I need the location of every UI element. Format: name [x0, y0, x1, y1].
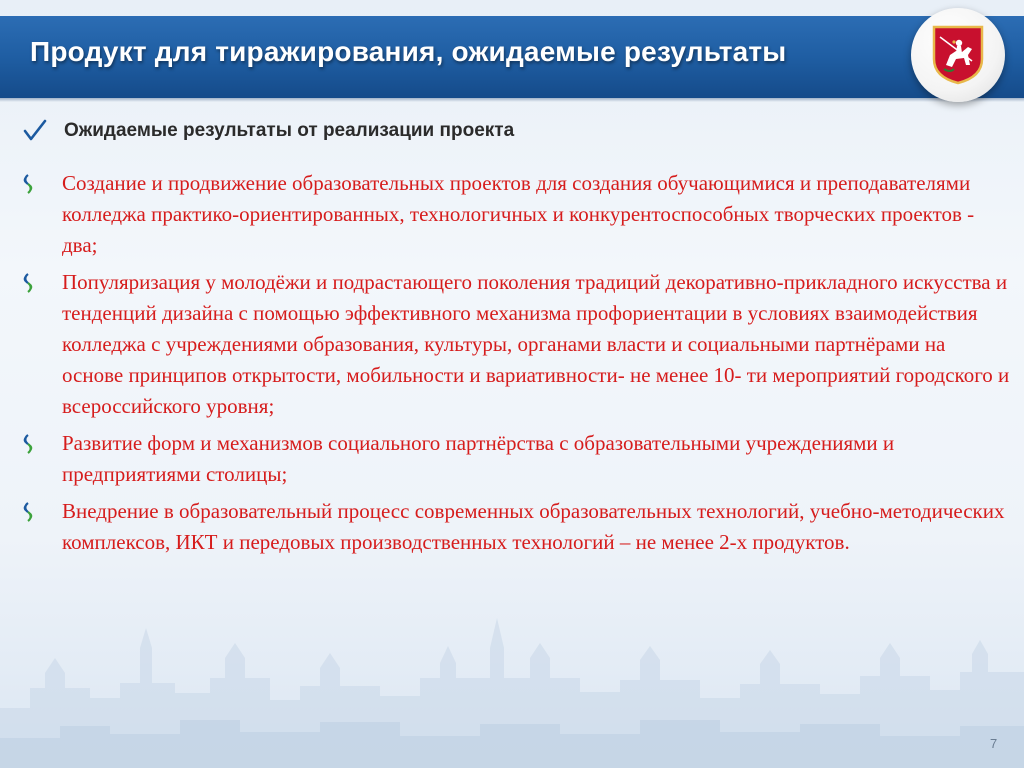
leaf-bullet-icon — [20, 434, 36, 454]
slide-title: Продукт для тиражирования, ожидаемые результаты — [30, 36, 787, 67]
list-item-text: Популяризация у молодёжи и подрастающего поколения традиций декоративно-прикладного искусства и тенденций дизайна с помощью эффективного механизма профориентации в условиях взаимодействия колледжа с учреждениями образования, культуры, органами власти и социальными партнёрами на основе принципов открытости, мобильности и вариативности- не менее 10- ти мероприятий городского и всероссийского уровня; — [62, 270, 1010, 418]
list-item-text: Создание и продвижение образовательных проектов для создания обучающимися и преподавателями колледжа практико-ориентированных, технологичных и конкурентоспособных творческих проектов - два; — [62, 171, 975, 257]
page-number: 7 — [990, 736, 998, 751]
list-item — [20, 428, 1010, 490]
list-item — [20, 496, 1010, 558]
leaf-bullet-icon — [20, 273, 36, 293]
list-item — [20, 267, 1010, 422]
emblem-badge — [911, 8, 1005, 102]
subheading: Ожидаемые результаты от реализации проекта — [64, 120, 515, 141]
checkmark-icon — [22, 118, 48, 144]
city-skyline-background — [0, 588, 1024, 768]
list-item-text: Развитие форм и механизмов социального партнёрства с образовательными учреждениями и предприятиями столицы; — [62, 431, 895, 486]
results-list — [20, 168, 1010, 564]
leaf-bullet-icon — [20, 174, 36, 194]
subheading-row — [22, 118, 514, 144]
list-item-text: Внедрение в образовательный процесс современных образовательных технологий, учебно-методических комплексов, ИКТ и передовых производственных технологий – не менее 2-х продуктов. — [62, 499, 1005, 554]
moscow-coat-of-arms-icon — [932, 25, 984, 85]
leaf-bullet-icon — [20, 502, 36, 522]
list-item — [20, 168, 1010, 261]
